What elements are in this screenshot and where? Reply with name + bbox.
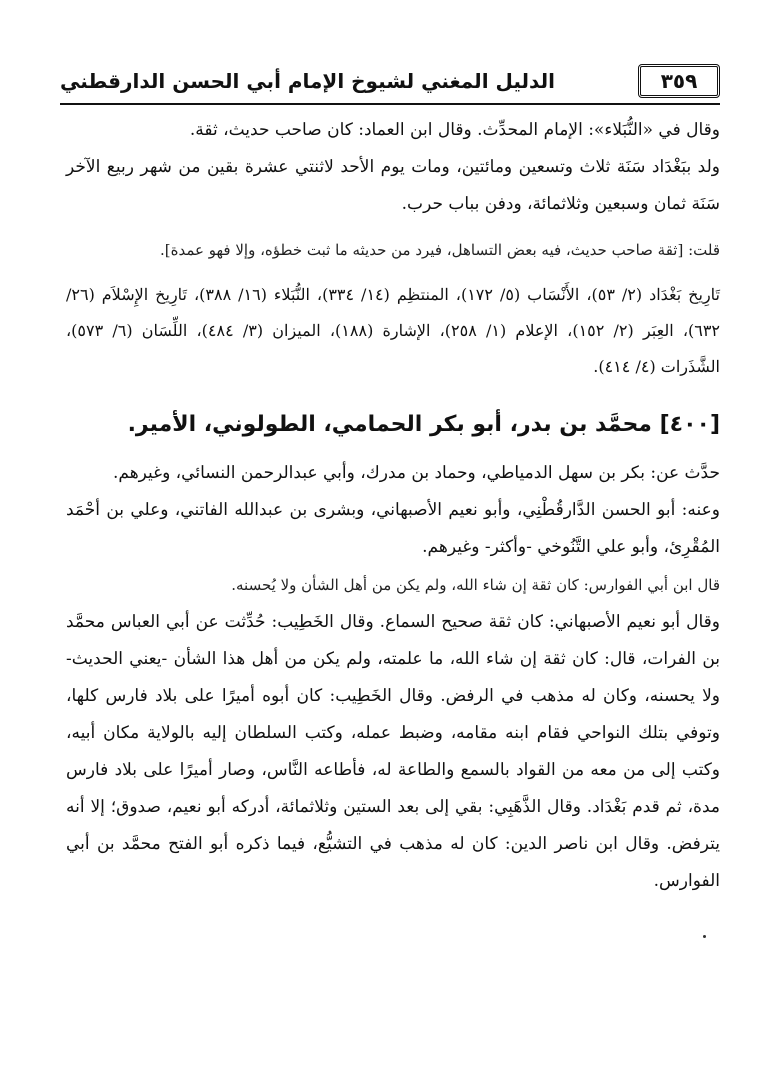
page-header [60,56,720,106]
margin-dot [703,935,706,938]
paragraph-nubala: وقال في «النُّبَلاء»: الإمام المحدِّث. وقال ابن العماد: كان صاحب حديث، ثقة. [189,120,720,140]
page-number: ٣٥٩ [638,64,720,98]
paragraph-birth-death: ولد ببَغْدَاد سَنَة ثلاث وتسعين ومائتين، ومات يوم الأحد لاثنتي عشرة بقين من شهر ربيع الآخر سَنَة ثمان وسبعين وثلاثمائة، ودفن بباب حرب. [66,157,720,214]
references-list: تَارِيخ بَغْدَاد (٢/ ٥٣)، الأَنْسَاب (٥/ ١٧٢)، المنتظِم (١٤/ ٣٣٤)، النُّبَلاء (١٦/ ٣٨٨)، تَارِيخ الإِسْلاَم (٢٦/ ٦٣٢)، العِبَر (٢/ ١٥٢)، الإعلام (١/ ٢٥٨)، الإشارة (١٨٨)، الميزان (٣/ ٤٨٤)، اللِّسَان (٦/ ٥٧٣)، الشَّذَرات (٤/ ٤١٤). [66,285,721,376]
entry-heading: [٤٠٠] محمَّد بن بدر، أبو بكر الحمامي، الطولوني، الأمير. [127,412,720,437]
editor-note: قلت: [ثقة صاحب حديث، فيه بعض التساهل، فيرد من حديثه ما ثبت خطؤه، وإلا فهو عمدة]. [160,241,720,259]
running-title: الدليل المغني لشيوخ الإمام أبي الحسن الدارقطني [60,69,555,93]
paragraph-teachers: حدَّث عن: بكر بن سهل الدمياطي، وحماد بن مدرك، وأبي عبدالرحمن النسائي، وغيرهم. [112,463,720,483]
header-rule [60,103,720,105]
quote-ibn-abi-alfawaris: قال ابن أبي الفوارس: كان ثقة إن شاء الله، ولم يكن من أهل الشأن ولا يُحسنه. [231,576,720,594]
page-body [66,112,720,900]
paragraph-biography: وقال أبو نعيم الأصبهاني: كان ثقة صحيح السماع. وقال الخَطِيب: حُدِّثت عن أبي العباس محمَّد بن الفرات، قال: كان ثقة إن شاء الله، ما علمته، ولم يكن من أهل هذا الشأن -يعني الحديث- ولا يحسنه، وكان له مذهب في الرفض. وقال الخَطِيب: كان أبوه أميرًا على بلاد فارس كلها، وتوفي بتلك النواحي فقام ابنه مقامه، وضبط عمله، وكتب السلطان إليه بالولاية مكان أبيه، وكتب إلى من معه من القواد بالسمع والطاعة له، فأطاعه النَّاس، وصار أميرًا على بلاد فارس مدة، ثم قدم بَغْدَاد. وقال الذَّهَبِي: بقي إلى بعد الستين وثلاثمائة، أدركه أبو نعيم، صدوق؛ إلا أنه يترفض. وقال ابن ناصر الدين: كان له مذهب في التشيُّع، فيما ذكره أبو الفتح محمَّد بن أبي الفوارس. [66,612,720,891]
paragraph-students: وعنه: أبو الحسن الدَّارقُطْنِي، وأبو نعيم الأصبهاني، وبشرى بن عبدالله الفاتني، وعلي بن أحْمَد المُقْرِئ، وأبو علي التَّنُوخي -وأكثر- وغيرهم. [66,500,720,557]
